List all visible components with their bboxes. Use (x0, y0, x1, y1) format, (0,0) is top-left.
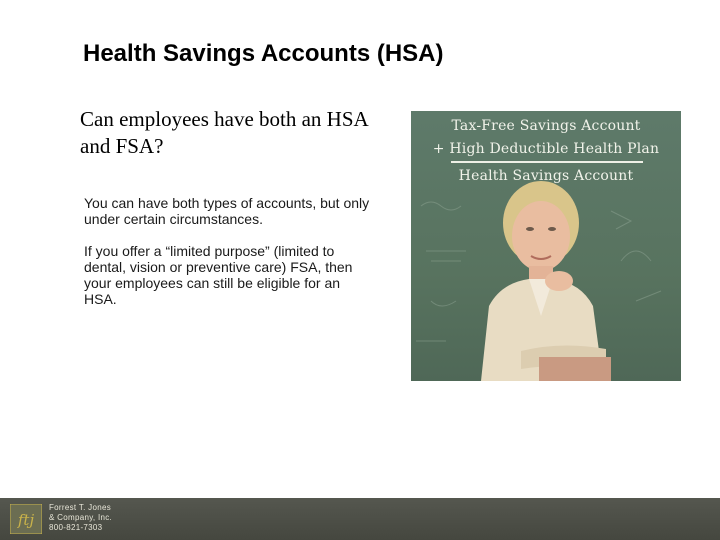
company-name-line2: & Company, Inc. (49, 513, 113, 522)
chalk-line-1: Tax-Free Savings Account (451, 118, 641, 134)
slide-title: Health Savings Accounts (HSA) (83, 40, 444, 67)
chalk-line-2: + High Deductible Health Plan (432, 141, 660, 157)
paragraph-2: If you offer a “limited purpose” (limited to dental, vision or preventive care) FSA, then your employees can still be eligible for an HSA. (84, 243, 353, 307)
company-info (49, 503, 112, 533)
paragraph-1: You can have both types of accounts, but only under certain circumstances. (84, 195, 370, 227)
company-phone: 800-821-7303 (49, 523, 103, 532)
svg-text:ftj: ftj (17, 511, 35, 529)
body-text (84, 195, 374, 323)
question-heading: Can employees have both an HSA and FSA? (80, 107, 368, 158)
company-name-line1: Forrest T. Jones (49, 503, 112, 512)
footer-bar (0, 498, 720, 540)
company-logo-icon (10, 504, 42, 534)
chalk-line-3: Health Savings Account (458, 168, 634, 184)
chalkboard-photo (411, 111, 681, 381)
